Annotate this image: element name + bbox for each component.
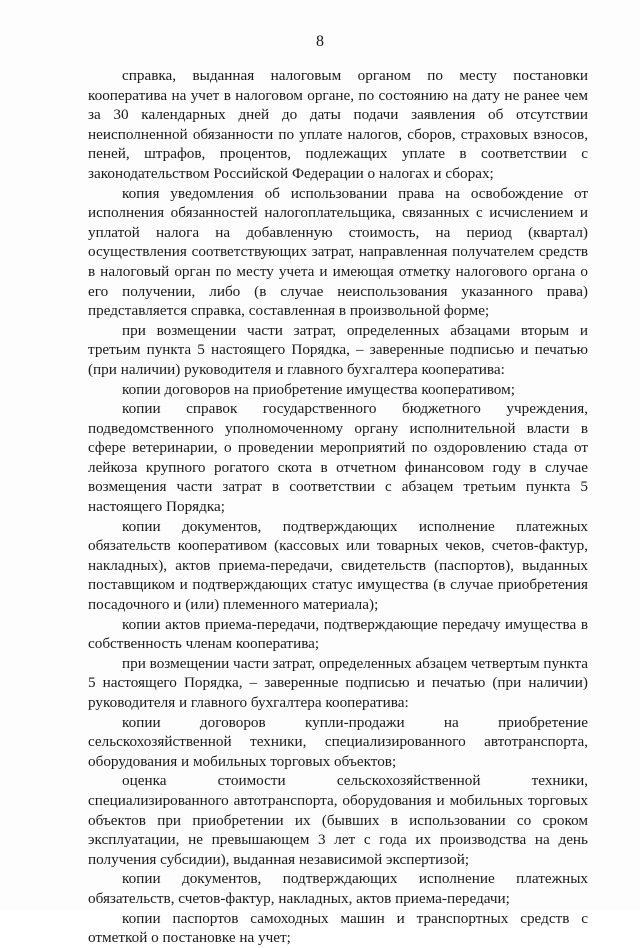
paragraph-paragraphs-two-three-header: при возмещении части затрат, определенных абзацами вторым и третьим пункта 5 настоящего Порядка, – заверенные подписью и печатью (при наличии) руководителя и главного бухгалтера кооператива: [88, 321, 588, 378]
paragraph-paragraph-four-header: при возмещении части затрат, определенных абзацем четвертым пункта 5 настоящего Порядка, – заверенные подписью и печатью (при наличии) руководителя и главного бухгалтера кооператива: [88, 654, 588, 711]
document-body [88, 66, 588, 948]
paragraph-vat-exemption-notice: копия уведомления об использовании права на освобождение от исполнения обязанностей налогоплательщика, связанных с исчислением и уплатой налога на добавленную стоимость, на период (квартал) осуществления соответствующих затрат, направленная получателем средств в налоговый орган по месту учета и имеющая отметку налогового органа о его получении, либо (в случае неиспользования указанного права) представляется справка, составленная в произвольной форме; [88, 184, 588, 320]
paragraph-property-contracts: копии договоров на приобретение имущества кооперативом; [122, 380, 515, 398]
page-number: 8 [316, 33, 324, 50]
paragraph-veterinary-certificates: копии справок государственного бюджетного учреждения, подведомственного уполномоченному органу исполнительной власти в сфере ветеринарии, о проведении мероприятий по оздоровлению стада от лейкоза крупного рогатого скота в отчетном финансовом году в случае возмещения части затрат в соответствии с абзацем третьим пункта 5 настоящего Порядка; [88, 400, 588, 516]
paragraph-payment-obligations: копии документов, подтверждающих исполнение платежных обязательств, счетов-фактур, накладных, актов приема-передачи; [88, 870, 588, 907]
paragraph-purchase-contracts: копии договоров купли-продажи на приобретение сельскохозяйственной техники, специализированного автотранспорта, оборудования и мобильных торговых объектов; [88, 713, 588, 770]
paragraph-tax-certificate: справка, выданная налоговым органом по месту постановки кооператива на учет в налоговом органе, по состоянию на дату не ранее чем за 30 календарных дней до даты подачи заявления об отсутствии неисполненной обязанности по уплате налогов, сборов, страховых взносов, пеней, штрафов, процентов, подлежащих уплате в соответствии с законодательством Российской Федерации о налогах и сборах; [88, 67, 588, 182]
paragraph-vehicle-passports: копии паспортов самоходных машин и транспортных средств с отметкой о постановке на учет; [88, 909, 588, 947]
paragraph-transfer-acts: копии актов приема-передачи, подтверждающие передачу имущества в собственность членам кооператива; [88, 615, 588, 653]
paragraph-cost-assessment: оценка стоимости сельскохозяйственной техники, специализированного автотранспорта, оборудования и мобильных торговых объектов при приобретении их (бывших в использовании со сроком эксплуатации, не превышающем 3 лет с года их производства на день получения субсидии), выданная независимой экспертизой; [88, 772, 588, 868]
paragraph-payment-documents: копии документов, подтверждающих исполнение платежных обязательств кооперативом (кассовых или товарных чеков, счетов-фактур, накладных), актов приема-передачи, свидетельств (паспортов), выданных поставщиком и подтверждающих статус имущества (в случае приобретения посадочного и (или) племенного материала); [88, 517, 588, 614]
